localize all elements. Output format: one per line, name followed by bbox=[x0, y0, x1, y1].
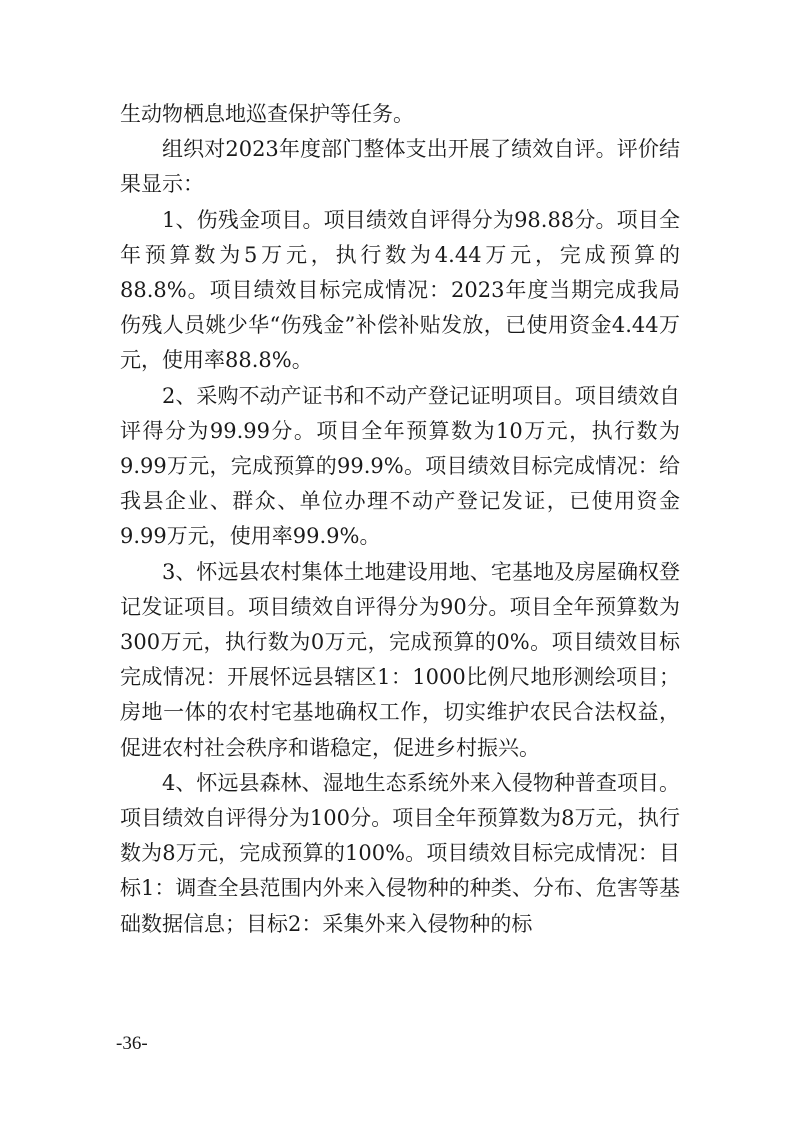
paragraph-item-2: 2、采购不动产证书和不动产登记证明项目。项目绩效自评得分为99.99分。项目全年预算数为10万元，执行数为9.99万元，完成预算的99.9%。项目绩效目标完成情况：给我县企业、群众、单位办理不动产登记发证，已使用资金9.99万元，使用率99.9%。 bbox=[120, 383, 680, 549]
paragraph-item-1: 1、伤残金项目。项目绩效自评得分为98.88分。项目全年预算数为5万元，执行数为4.44万元，完成预算的88.8%。项目绩效目标完成情况：2023年度当期完成我局伤残人员姚少华“伤残金”补偿补贴发放，已使用资金4.44万元，使用率88.8%。 bbox=[120, 207, 680, 373]
paragraph-evaluation-intro: 组织对2023年度部门整体支出开展了绩效自评。评价结果显示： bbox=[120, 137, 680, 197]
page-number: -36- bbox=[116, 1033, 148, 1054]
document-body bbox=[120, 97, 680, 942]
paragraph-item-3: 3、怀远县农村集体土地建设用地、宅基地及房屋确权登记发证项目。项目绩效自评得分为90分。项目全年预算数为300万元，执行数为0万元，完成预算的0%。项目绩效目标完成情况：开展怀远县辖区1：1000比例尺地形测绘项目；房地一体的农村宅基地确权工作，切实维护农民合法权益，促进农村社会秩序和谐稳定，促进乡村振兴。 bbox=[120, 559, 680, 760]
paragraph-continuation: 生动物栖息地巡查保护等任务。 bbox=[120, 102, 414, 126]
paragraph-item-4: 4、怀远县森林、湿地生态系统外来入侵物种普查项目。项目绩效自评得分为100分。项目全年预算数为8万元，执行数为8万元，完成预算的100%。项目绩效目标完成情况：目标1：调查全县范围内外来入侵物种的种类、分布、危害等基础数据信息；目标2：采集外来入侵物种的标 bbox=[120, 770, 680, 936]
